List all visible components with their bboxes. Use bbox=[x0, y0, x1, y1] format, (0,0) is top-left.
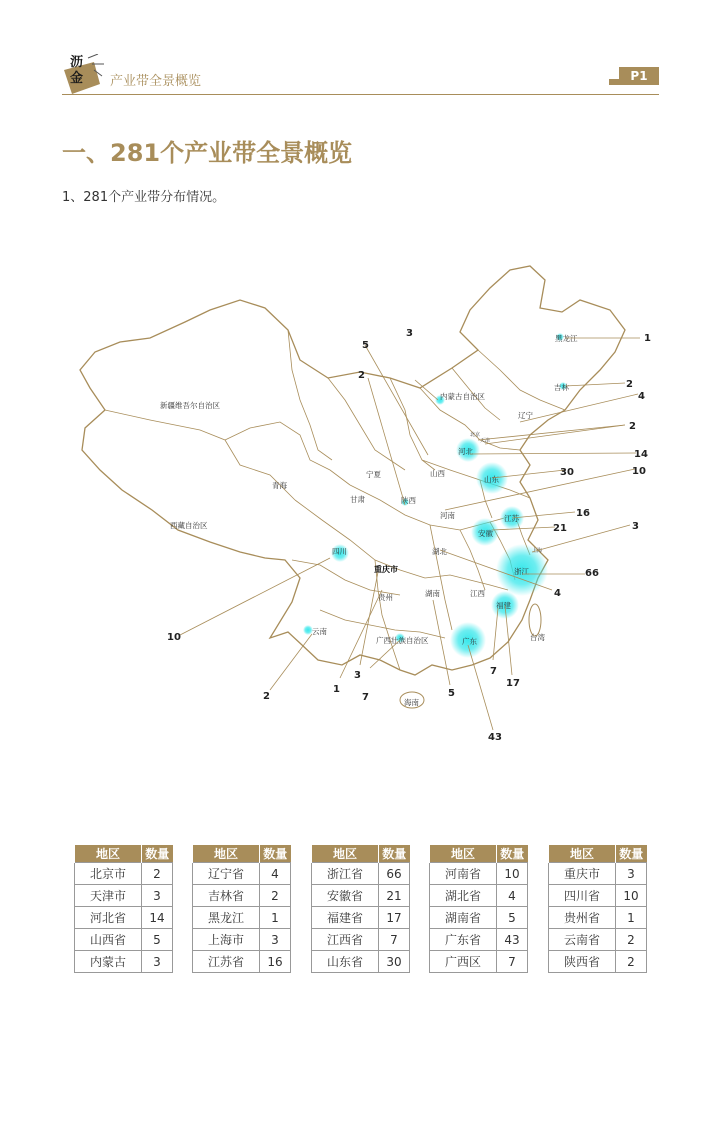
column-header-region: 地区 bbox=[549, 845, 616, 863]
table-row bbox=[312, 863, 410, 885]
callout-number: 2 bbox=[626, 379, 633, 390]
callout-number: 4 bbox=[554, 588, 561, 599]
count-cell: 17 bbox=[379, 907, 410, 929]
province-label: 广西壮族自治区 bbox=[376, 636, 429, 645]
logo bbox=[62, 54, 106, 94]
column-header-count: 数量 bbox=[142, 845, 173, 863]
region-cell: 上海市 bbox=[193, 929, 260, 951]
table-row bbox=[75, 885, 173, 907]
table-row bbox=[549, 907, 647, 929]
table-row bbox=[430, 863, 528, 885]
region-cell: 广东省 bbox=[430, 929, 497, 951]
count-cell: 4 bbox=[260, 863, 291, 885]
province-label: 河南 bbox=[440, 511, 455, 520]
table-row bbox=[430, 907, 528, 929]
province-label: 湖北 bbox=[432, 547, 447, 556]
count-cell: 3 bbox=[616, 863, 647, 885]
province-label: 青海 bbox=[272, 481, 287, 490]
count-cell: 21 bbox=[379, 885, 410, 907]
count-cell: 2 bbox=[260, 885, 291, 907]
table-row bbox=[549, 885, 647, 907]
callout-number: 1 bbox=[333, 684, 340, 695]
province-label: 北京 bbox=[470, 432, 481, 438]
province-label: 天津 bbox=[480, 438, 491, 444]
province-label: 甘肃 bbox=[350, 495, 365, 504]
callout-number: 21 bbox=[553, 523, 567, 534]
count-cell: 16 bbox=[260, 951, 291, 973]
region-cell: 贵州省 bbox=[549, 907, 616, 929]
table-row bbox=[430, 885, 528, 907]
table-row bbox=[549, 863, 647, 885]
callout-number: 2 bbox=[263, 691, 270, 702]
province-label: 新疆维吾尔自治区 bbox=[160, 401, 220, 410]
callout-number: 4 bbox=[638, 391, 645, 402]
column-header-region: 地区 bbox=[193, 845, 260, 863]
table-row bbox=[430, 929, 528, 951]
taiwan-shape bbox=[529, 604, 541, 636]
province-label: 福建 bbox=[496, 601, 511, 610]
page-number-tag: P1 bbox=[619, 67, 659, 85]
count-cell: 7 bbox=[497, 951, 528, 973]
column-header-region: 地区 bbox=[312, 845, 379, 863]
province-label: 江苏 bbox=[504, 514, 519, 523]
region-table bbox=[74, 845, 173, 973]
callout-number: 10 bbox=[632, 466, 646, 477]
count-cell: 3 bbox=[142, 885, 173, 907]
count-cell: 1 bbox=[260, 907, 291, 929]
column-header-count: 数量 bbox=[260, 845, 291, 863]
count-cell: 66 bbox=[379, 863, 410, 885]
header-title: 产业带全景概览 bbox=[110, 74, 202, 89]
table-row bbox=[193, 929, 291, 951]
map-svg bbox=[60, 260, 680, 750]
count-cell: 5 bbox=[142, 929, 173, 951]
column-header-region: 地区 bbox=[430, 845, 497, 863]
region-cell: 江西省 bbox=[312, 929, 379, 951]
section-title: 一、281个产业带全景概览 bbox=[62, 139, 353, 167]
callout-number: 30 bbox=[560, 467, 574, 478]
region-tables bbox=[74, 845, 649, 975]
count-cell: 5 bbox=[497, 907, 528, 929]
province-label: 山西 bbox=[430, 469, 445, 478]
callout-number: 16 bbox=[576, 508, 590, 519]
count-cell: 2 bbox=[142, 863, 173, 885]
region-cell: 湖北省 bbox=[430, 885, 497, 907]
region-cell: 福建省 bbox=[312, 907, 379, 929]
region-cell: 云南省 bbox=[549, 929, 616, 951]
table-row bbox=[312, 929, 410, 951]
table-row bbox=[75, 951, 173, 973]
page-header bbox=[62, 54, 659, 96]
province-label: 台湾 bbox=[530, 633, 545, 642]
callout-number: 1 bbox=[644, 333, 651, 344]
callout-number: 5 bbox=[448, 688, 455, 699]
callout-number: 5 bbox=[362, 340, 369, 351]
province-label: 辽宁 bbox=[518, 411, 533, 420]
region-cell: 山西省 bbox=[75, 929, 142, 951]
china-map bbox=[60, 260, 680, 750]
region-cell: 安徽省 bbox=[312, 885, 379, 907]
region-cell: 重庆市 bbox=[549, 863, 616, 885]
callout-number: 43 bbox=[488, 732, 502, 743]
region-cell: 黑龙江 bbox=[193, 907, 260, 929]
region-cell: 湖南省 bbox=[430, 907, 497, 929]
callout-number: 3 bbox=[632, 521, 639, 532]
region-cell: 吉林省 bbox=[193, 885, 260, 907]
province-label: 吉林 bbox=[554, 383, 569, 392]
province-label: 内蒙古自治区 bbox=[440, 392, 485, 401]
china-outline bbox=[80, 266, 625, 675]
callout-number: 7 bbox=[490, 666, 497, 677]
count-cell: 1 bbox=[616, 907, 647, 929]
column-header-count: 数量 bbox=[497, 845, 528, 863]
region-cell: 北京市 bbox=[75, 863, 142, 885]
table-row bbox=[193, 863, 291, 885]
region-cell: 浙江省 bbox=[312, 863, 379, 885]
province-label: 陕西 bbox=[401, 496, 416, 505]
province-label: 河北 bbox=[458, 447, 473, 456]
region-cell: 内蒙古 bbox=[75, 951, 142, 973]
column-header-count: 数量 bbox=[379, 845, 410, 863]
region-table bbox=[311, 845, 410, 973]
sub-title: 1、281个产业带分布情况。 bbox=[62, 190, 226, 205]
table-row bbox=[549, 929, 647, 951]
count-cell: 4 bbox=[497, 885, 528, 907]
province-label: 海南 bbox=[404, 698, 419, 707]
table-row bbox=[312, 907, 410, 929]
table-row bbox=[75, 907, 173, 929]
table-row bbox=[193, 951, 291, 973]
province-label: 浙江 bbox=[514, 567, 529, 576]
callout-number: 10 bbox=[167, 632, 181, 643]
logo-text: 沥金 bbox=[70, 55, 84, 86]
province-label: 西藏自治区 bbox=[170, 521, 208, 530]
callout-number: 2 bbox=[629, 421, 636, 432]
table-row bbox=[75, 863, 173, 885]
table-row bbox=[312, 951, 410, 973]
province-label: 四川 bbox=[332, 547, 347, 556]
table-row bbox=[312, 885, 410, 907]
callout-number: 17 bbox=[506, 678, 520, 689]
region-table bbox=[548, 845, 647, 973]
region-cell: 河北省 bbox=[75, 907, 142, 929]
table-row bbox=[75, 929, 173, 951]
region-cell: 辽宁省 bbox=[193, 863, 260, 885]
table-row bbox=[430, 951, 528, 973]
column-header-region: 地区 bbox=[75, 845, 142, 863]
callout-number: 66 bbox=[585, 568, 599, 579]
region-cell: 江苏省 bbox=[193, 951, 260, 973]
count-cell: 3 bbox=[260, 929, 291, 951]
table-row bbox=[193, 907, 291, 929]
table-row bbox=[549, 951, 647, 973]
region-cell: 山东省 bbox=[312, 951, 379, 973]
count-cell: 10 bbox=[497, 863, 528, 885]
region-cell: 河南省 bbox=[430, 863, 497, 885]
province-label: 湖南 bbox=[425, 589, 440, 598]
header-divider bbox=[62, 94, 659, 95]
callout-number: 3 bbox=[354, 670, 361, 681]
callout-number: 3 bbox=[406, 328, 413, 339]
count-cell: 7 bbox=[379, 929, 410, 951]
count-cell: 2 bbox=[616, 929, 647, 951]
province-label: 山东 bbox=[484, 475, 499, 484]
region-table bbox=[192, 845, 291, 973]
table-row bbox=[193, 885, 291, 907]
province-label: 重庆市 bbox=[374, 565, 398, 574]
count-cell: 14 bbox=[142, 907, 173, 929]
column-header-count: 数量 bbox=[616, 845, 647, 863]
province-label: 江西 bbox=[470, 589, 485, 598]
region-cell: 天津市 bbox=[75, 885, 142, 907]
count-cell: 3 bbox=[142, 951, 173, 973]
callout-number: 2 bbox=[358, 370, 365, 381]
province-label: 黑龙江 bbox=[555, 334, 578, 343]
count-cell: 10 bbox=[616, 885, 647, 907]
count-cell: 30 bbox=[379, 951, 410, 973]
province-label: 贵州 bbox=[378, 593, 393, 602]
callout-number: 7 bbox=[362, 692, 369, 703]
callout-number: 14 bbox=[634, 449, 648, 460]
province-label: 上海 bbox=[532, 548, 543, 554]
count-cell: 2 bbox=[616, 951, 647, 973]
province-label: 云南 bbox=[312, 627, 327, 636]
region-cell: 四川省 bbox=[549, 885, 616, 907]
region-table bbox=[429, 845, 528, 973]
province-label: 安徽 bbox=[478, 529, 493, 538]
province-label: 广东 bbox=[462, 637, 477, 646]
province-label: 宁夏 bbox=[366, 470, 381, 479]
region-cell: 陕西省 bbox=[549, 951, 616, 973]
region-cell: 广西区 bbox=[430, 951, 497, 973]
count-cell: 43 bbox=[497, 929, 528, 951]
